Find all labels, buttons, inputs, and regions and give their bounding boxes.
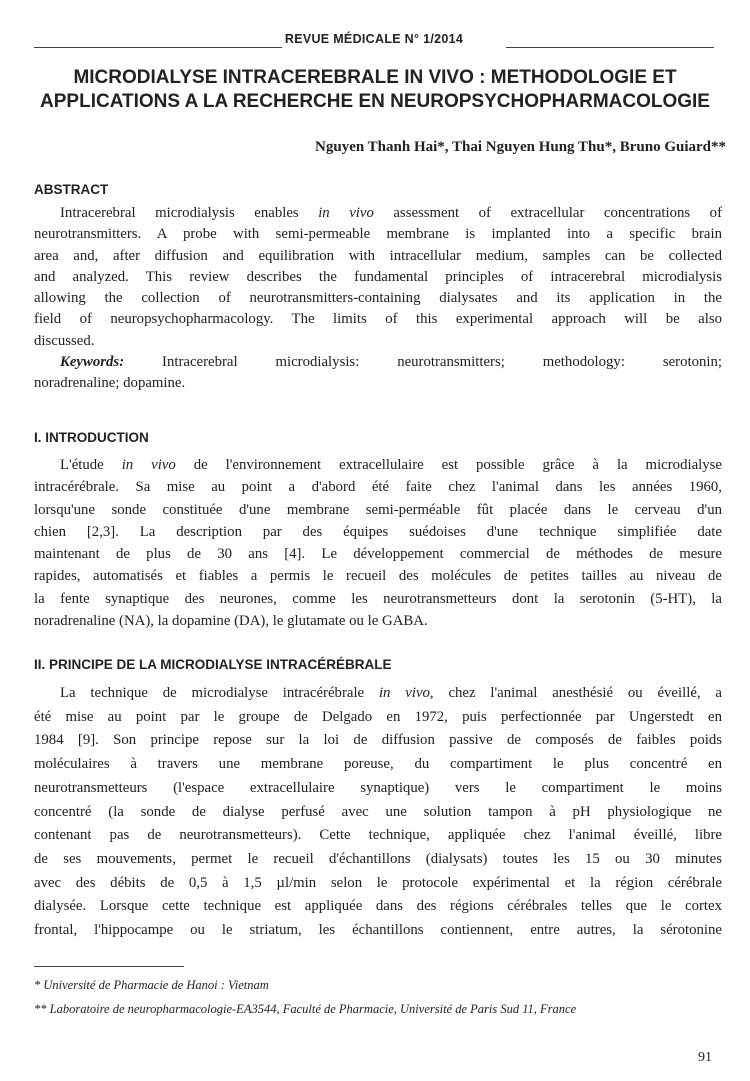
abstract-heading: ABSTRACT	[34, 182, 109, 197]
page-number: 91	[698, 1050, 712, 1065]
principe-line: concentré (la sonde de dialyse perfusé avec une solution tampon à pH physiologique ne	[34, 803, 722, 820]
principe-body	[34, 682, 722, 943]
introduction-line: lorsqu'une sonde constituée d'une membrane semi-perméable fût placée dans le cerveau d'un	[34, 501, 722, 518]
keywords-line	[34, 352, 722, 373]
header-rule-left	[34, 47, 282, 48]
abstract-body	[34, 203, 722, 395]
in-vivo-emphasis: in vivo	[121, 457, 176, 473]
introduction-line: noradrenaline (NA), la dopamine (DA), le glutamate ou le GABA.	[34, 613, 428, 630]
abstract-line: and analyzed. This review describes the fundamental principles of intracerebral microdialysis	[34, 268, 722, 285]
in-vivo-emphasis: in vivo	[318, 205, 374, 221]
abstract-line: neurotransmitters. A probe with semi-permeable membrane is implanted into a specific brain	[34, 226, 722, 243]
introduction-heading: I. INTRODUCTION	[34, 430, 149, 445]
header-rule-right	[506, 47, 714, 48]
principe-line: dialysée. Lorsque cette technique est appliquée dans des régions cérébrales telles que le cortex	[34, 898, 722, 915]
introduction-line: maintenant de plus de 30 ans [4]. Le développement commercial de méthodes de mesure	[34, 546, 722, 563]
running-header	[34, 30, 714, 50]
introduction-line: rapides, automatisés et fiables a permis le recueil des molécules de petites tailles au niveau de	[34, 568, 722, 585]
principe-line: neurotransmetteurs (l'espace extracellulaire synaptique) vers le compartiment le moins	[34, 779, 722, 796]
abstract-line: Intracerebral microdialysis enables in vivo assessment of extracellular concentrations of	[60, 205, 722, 221]
principe-line: frontal, l'hippocampe ou le striatum, les échantillons contiennent, entre autres, la sérotonine	[34, 922, 722, 939]
principe-line: été mise au point par le groupe de Delgado en 1972, puis perfectionnée par Ungerstedt en	[34, 708, 722, 725]
introduction-line: L'étude in vivo de l'environnement extracellulaire est possible grâce à la microdialyse	[60, 457, 722, 473]
keywords-line-continued: noradrenaline; dopamine.	[34, 375, 186, 392]
principe-line: avec des débits de 0,5 à 1,5 µl/min selon le protocole expérimental et la région cérébrale	[34, 874, 722, 891]
title-line-1: MICRODIALYSE INTRACEREBRALE IN VIVO : METHODOLOGIE ET	[73, 67, 677, 88]
footnote-affiliation-2: ** Laboratoire de neuropharmacologie-EA3544, Faculté de Pharmacie, Université de Paris Sud 11, France	[34, 1002, 577, 1016]
principe-line: La technique de microdialyse intracérébrale in vivo, chez l'animal anesthésié ou éveillé, a	[60, 685, 722, 701]
keywords-label: Keywords:	[60, 354, 125, 371]
principe-line: contenant pas de neurotransmetteurs). Cette technique, appliquée chez l'animal éveillé, libre	[34, 827, 722, 844]
footnote-rule	[34, 966, 184, 967]
principe-line: de ses mouvements, permet le recueil d'échantillons (dialysats) toutes les 15 ou 30 minutes	[34, 850, 722, 867]
footnote-affiliation-1: * Université de Pharmacie de Hanoi : Vietnam	[34, 978, 269, 992]
abstract-line: discussed.	[34, 332, 95, 349]
principe-heading: II. PRINCIPE DE LA MICRODIALYSE INTRACÉRÉBRALE	[34, 657, 392, 672]
article-title	[40, 66, 710, 114]
principe-line: moléculaires à travers une membrane poreuse, du compartiment le plus concentré en	[34, 756, 722, 773]
introduction-line: intracérébrale. Sa mise au point a d'abord été faite chez l'animal dans les années 1960,	[34, 479, 722, 496]
in-vivo-emphasis: in vivo	[378, 685, 430, 701]
author-list: Nguyen Thanh Hai*, Thai Nguyen Hung Thu*, Bruno Guiard**	[315, 139, 726, 155]
abstract-line: area and, after diffusion and equilibration with intracellular medium, samples can be collected	[34, 247, 722, 264]
introduction-line: la fente synaptique des neurones, comme les neurotransmetteurs dont la serotonin (5-HT), la	[34, 590, 722, 607]
principe-line: 1984 [9]. Son principe repose sur la loi de diffusion passive de composés de faibles poids	[34, 732, 722, 749]
keywords-text: Intracerebral microdialysis: neurotransmitters; methodology: serotonin;	[162, 354, 722, 371]
introduction-body	[34, 454, 722, 632]
abstract-line: field of neuropsychopharmacology. The limits of this experimental approach will be also	[34, 311, 722, 328]
title-line-2: APPLICATIONS A LA RECHERCHE EN NEUROPSYCHOPHARMACOLOGIE	[40, 91, 710, 112]
introduction-line: chien [2,3]. La description par des équipes suédoises d'une technique simplifiée date	[34, 523, 722, 540]
abstract-line: allowing the collection of neurotransmitters-containing dialysates and its application in the	[34, 290, 722, 307]
journal-name: REVUE MÉDICALE N° 1/2014	[284, 32, 464, 46]
